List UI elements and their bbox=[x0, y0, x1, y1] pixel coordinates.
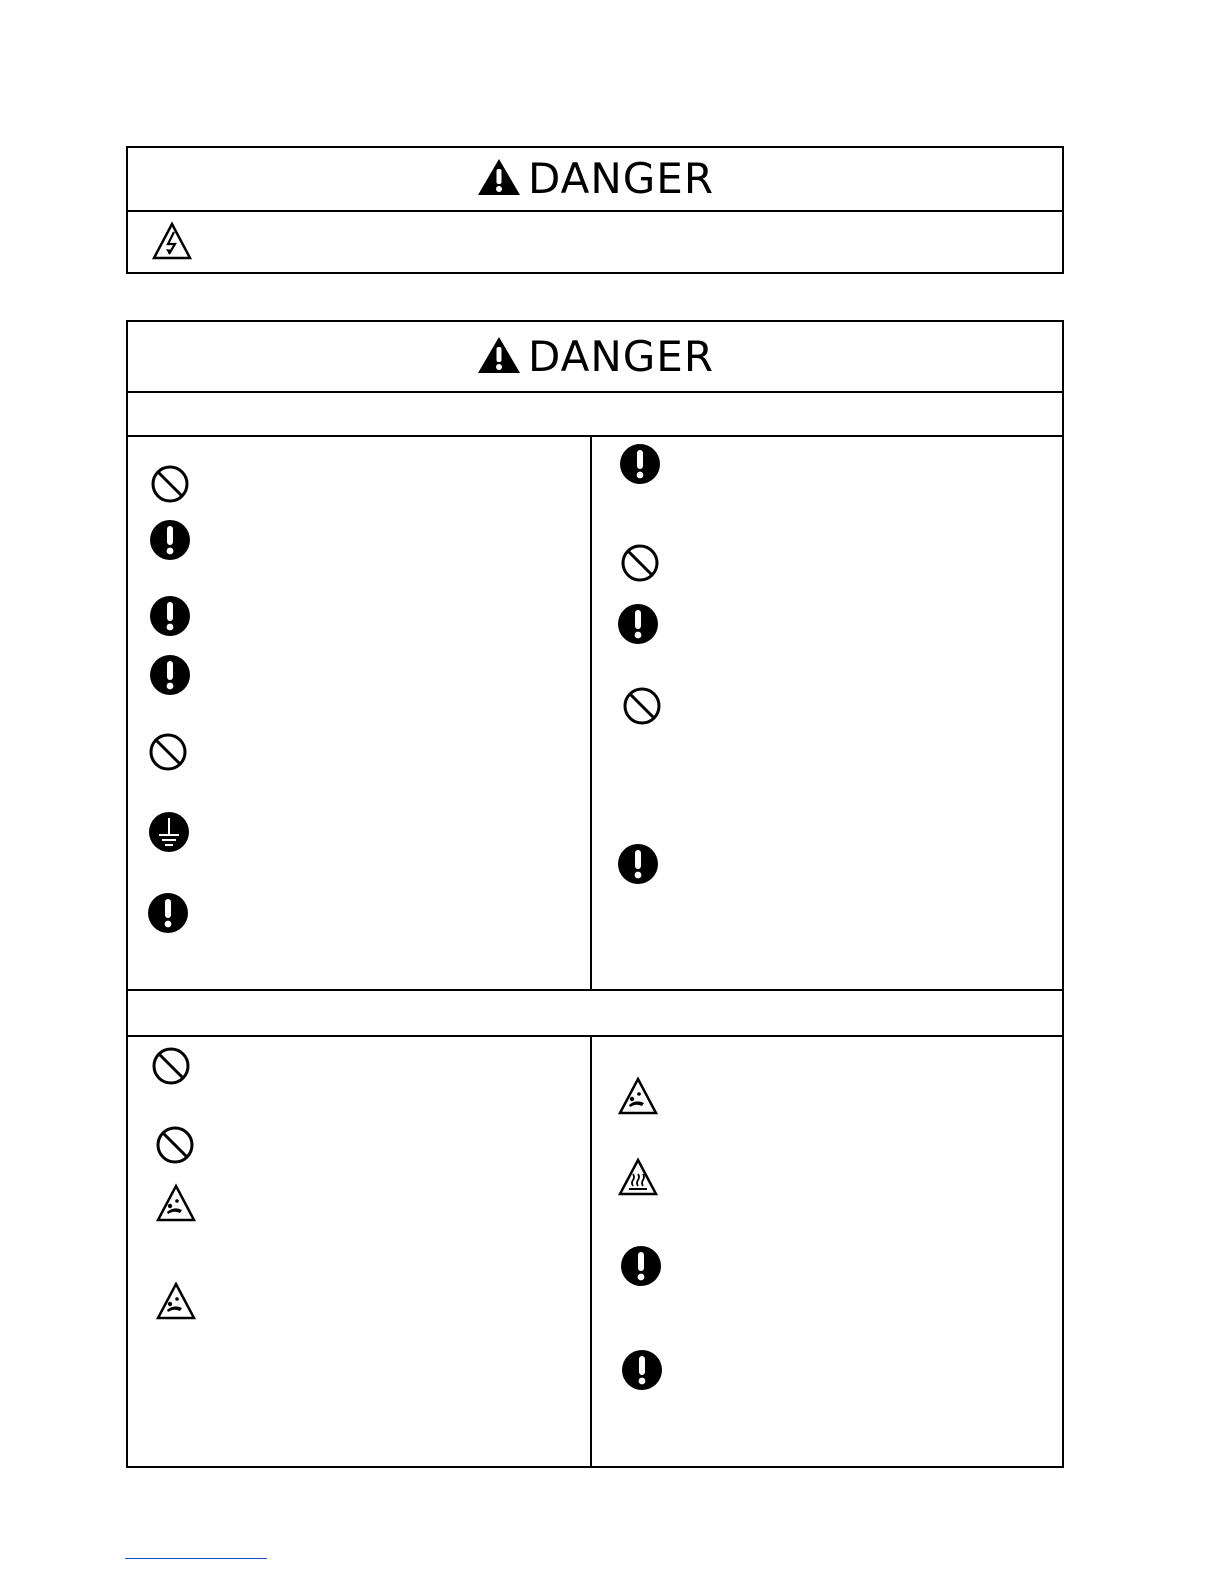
hot-surface-icon bbox=[616, 1156, 660, 1200]
pinch-hazard-icon bbox=[154, 1280, 198, 1324]
prohibition-icon bbox=[146, 730, 190, 774]
section-header-1 bbox=[128, 391, 1062, 437]
mandatory-icon bbox=[148, 653, 192, 697]
prohibition-icon bbox=[149, 1044, 193, 1088]
mandatory-icon bbox=[146, 891, 190, 935]
danger-header-2 bbox=[128, 322, 1062, 393]
danger-panel-2 bbox=[126, 320, 1064, 1468]
column-divider bbox=[590, 437, 592, 991]
pinch-hazard-icon bbox=[616, 1075, 660, 1119]
mandatory-icon bbox=[619, 1244, 663, 1288]
electric-shock-icon bbox=[150, 220, 194, 264]
prohibition-icon bbox=[148, 462, 192, 506]
footer-link-underline[interactable] bbox=[125, 1558, 267, 1559]
warning-triangle-icon bbox=[476, 335, 522, 379]
pinch-hazard-icon bbox=[154, 1182, 198, 1226]
prohibition-icon bbox=[618, 541, 662, 585]
danger-header-1 bbox=[128, 148, 1062, 212]
prohibition-icon bbox=[620, 684, 664, 728]
mandatory-icon bbox=[620, 1348, 664, 1392]
mandatory-icon bbox=[618, 442, 662, 486]
section-header-2 bbox=[128, 989, 1062, 1037]
mandatory-icon bbox=[616, 602, 660, 646]
danger-title: DANGER bbox=[527, 154, 715, 203]
danger-panel-1 bbox=[126, 146, 1064, 274]
mandatory-icon bbox=[148, 594, 192, 638]
warning-triangle-icon bbox=[476, 157, 522, 201]
ground-icon bbox=[147, 810, 191, 854]
mandatory-icon bbox=[616, 842, 660, 886]
column-divider bbox=[590, 1035, 592, 1468]
prohibition-icon bbox=[153, 1123, 197, 1167]
danger-title: DANGER bbox=[527, 331, 715, 381]
mandatory-icon bbox=[148, 518, 192, 562]
